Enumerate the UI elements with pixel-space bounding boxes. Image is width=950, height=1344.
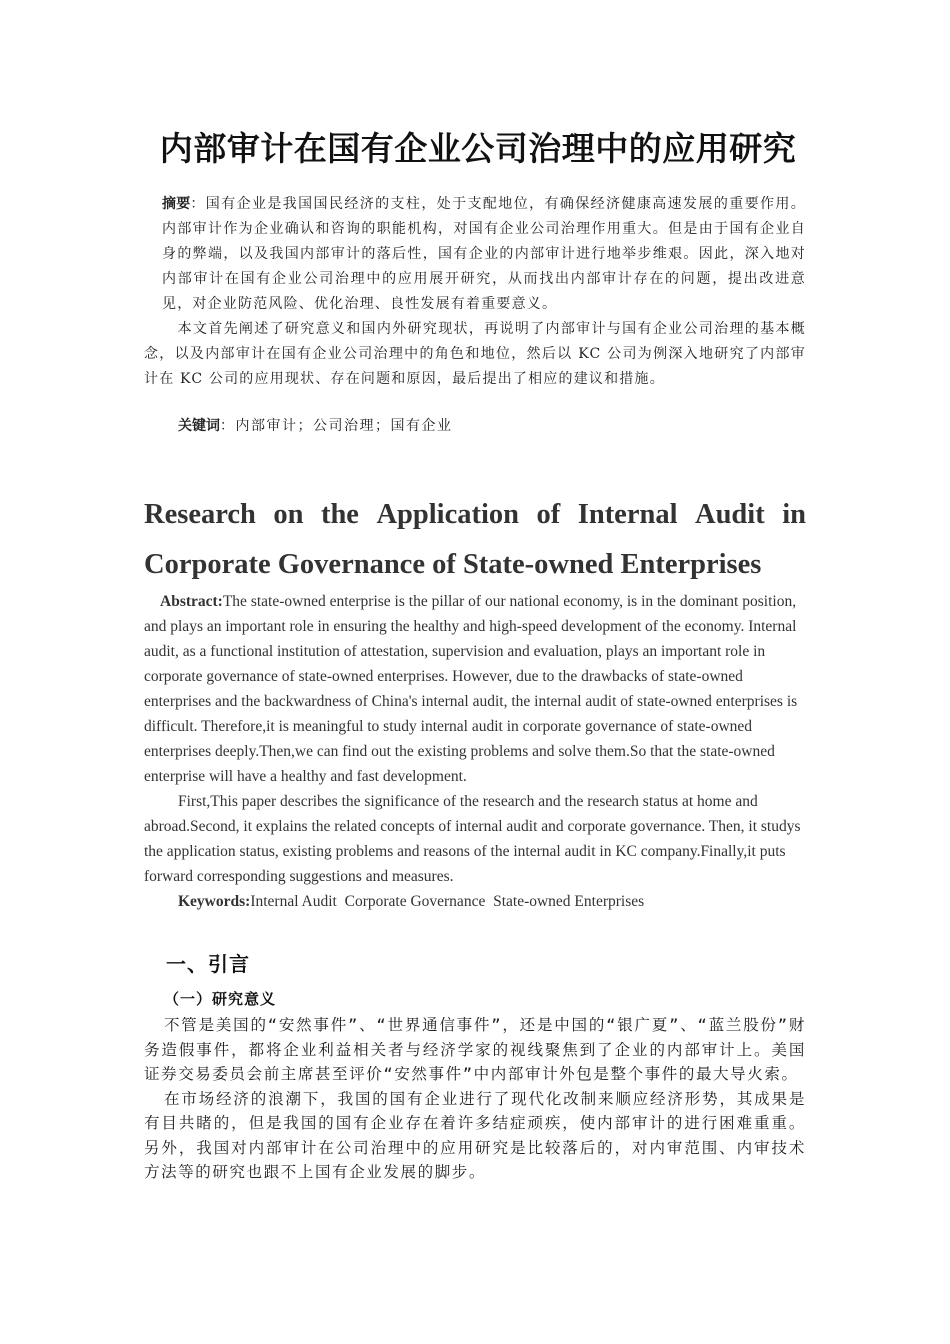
chinese-keywords-sep: ： — [220, 418, 236, 434]
english-title-word: Audit — [695, 499, 765, 530]
english-title-word: Internal — [577, 499, 678, 530]
english-abstract-paragraph-1 — [144, 589, 806, 789]
english-title-word: Research — [144, 499, 256, 530]
english-title-line-1 — [144, 490, 806, 540]
body-text — [144, 1013, 806, 1185]
english-abstract — [144, 589, 806, 914]
english-title-word: the — [320, 499, 359, 530]
english-keywords — [144, 889, 806, 914]
english-title-line-2: Corporate Governance of State-owned Enterprises — [144, 549, 762, 580]
english-abstract-label: Abstract: — [160, 593, 223, 610]
english-title — [144, 490, 806, 590]
english-abstract-paragraph-2: First,This paper describes the significance of the research and the research status at home and abroad.Second, it explains the related concepts of internal audit and corporate governance. Then, it studys the application status, existing problems and reasons of the internal audit in KC company.Finally,it puts forward corresponding suggestions and measures. — [144, 793, 801, 885]
section-heading-introduction: 一、引言 — [166, 952, 250, 976]
english-keywords-label: Keywords: — [178, 893, 251, 910]
body-paragraph-2: 在市场经济的浪潮下，我国的国有企业进行了现代化改制来顺应经济形势，其成果是有目共睹的，但是我国的国有企业存在着许多结症顽疾，使内部审计的进行困难重重。另外，我国对内部审计在公司治理中的应用研究是比较落后的，对内审范围、内审技术方法等的研究也跟不上国有企业发展的脚步。 — [144, 1089, 806, 1181]
chinese-abstract-paragraph-1 — [144, 192, 806, 317]
english-keywords-value: Internal Audit Corporate Governance State-owned Enterprises — [250, 893, 645, 910]
chinese-title: 内部审计在国有企业公司治理中的应用研究 — [159, 129, 797, 168]
chinese-abstract-paragraph-2: 本文首先阐述了研究意义和国内外研究现状，再说明了内部审计与国有企业公司治理的基本概念，以及内部审计在国有企业公司治理中的角色和地位，然后以 KC 公司为例深入地研究了内部审计在 KC 公司的应用现状、存在问题和原因，最后提出了相应的建议和措施。 — [144, 321, 806, 387]
chinese-keywords-value: 内部审计；公司治理；国有企业 — [235, 418, 453, 434]
chinese-abstract-label-sep: ： — [190, 196, 206, 212]
chinese-abstract-text-1: 国有企业是我国国民经济的支柱，处于支配地位，有确保经济健康高速发展的重要作用。内部审计作为企业确认和咨询的职能机构，对国有企业公司治理作用重大。但是由于国有企业自身的弊端，以及我国内部审计的落后性，国有企业的内部审计进行地举步维艰。因此，深入地对内部审计在国有企业公司治理中的应用展开研究，从而找出内部审计存在的问题，提出改进意见，对企业防范风险、优化治理、良性发展有着重要意义。 — [162, 196, 806, 312]
chinese-keywords — [178, 415, 453, 435]
english-abstract-text-1: The state-owned enterprise is the pillar of our national economy, is in the dominant position, and plays an important role in ensuring the healthy and high-speed development of the economy. Internal audit, as a functional institution of attestation, supervision and evaluation, plays an important role in corporate governance of state-owned enterprises. However, due to the drawbacks of state-owned enterprises and the backwardness of China's internal audit, the internal audit of state-owned enterprises is difficult. Therefore,it is meaningful to study internal audit in corporate governance of state-owned enterprises deeply.Then,we can find out the existing problems and solve them.So that the state-owned enterprise will have a healthy and fast development. — [144, 593, 798, 785]
chinese-abstract — [144, 192, 806, 392]
chinese-abstract-label: 摘要 — [162, 196, 191, 212]
english-title-word: of — [536, 499, 561, 530]
chinese-keywords-label: 关键词 — [178, 418, 220, 434]
subsection-heading-significance: （一）研究意义 — [164, 990, 277, 1008]
body-paragraph-1: 不管是美国的“安然事件”、“世界通信事件”，还是中国的“银广夏”、“蓝兰股份”财务造假事件，都将企业利益相关者与经济学家的视线聚焦到了企业的内部审计上。美国证券交易委员会前主席甚至评价“安然事件”中内部审计外包是整个事件的最大导火索。 — [144, 1016, 806, 1083]
english-title-word: Application — [376, 499, 519, 530]
english-title-word: on — [273, 499, 304, 530]
english-title-word: in — [782, 499, 806, 530]
